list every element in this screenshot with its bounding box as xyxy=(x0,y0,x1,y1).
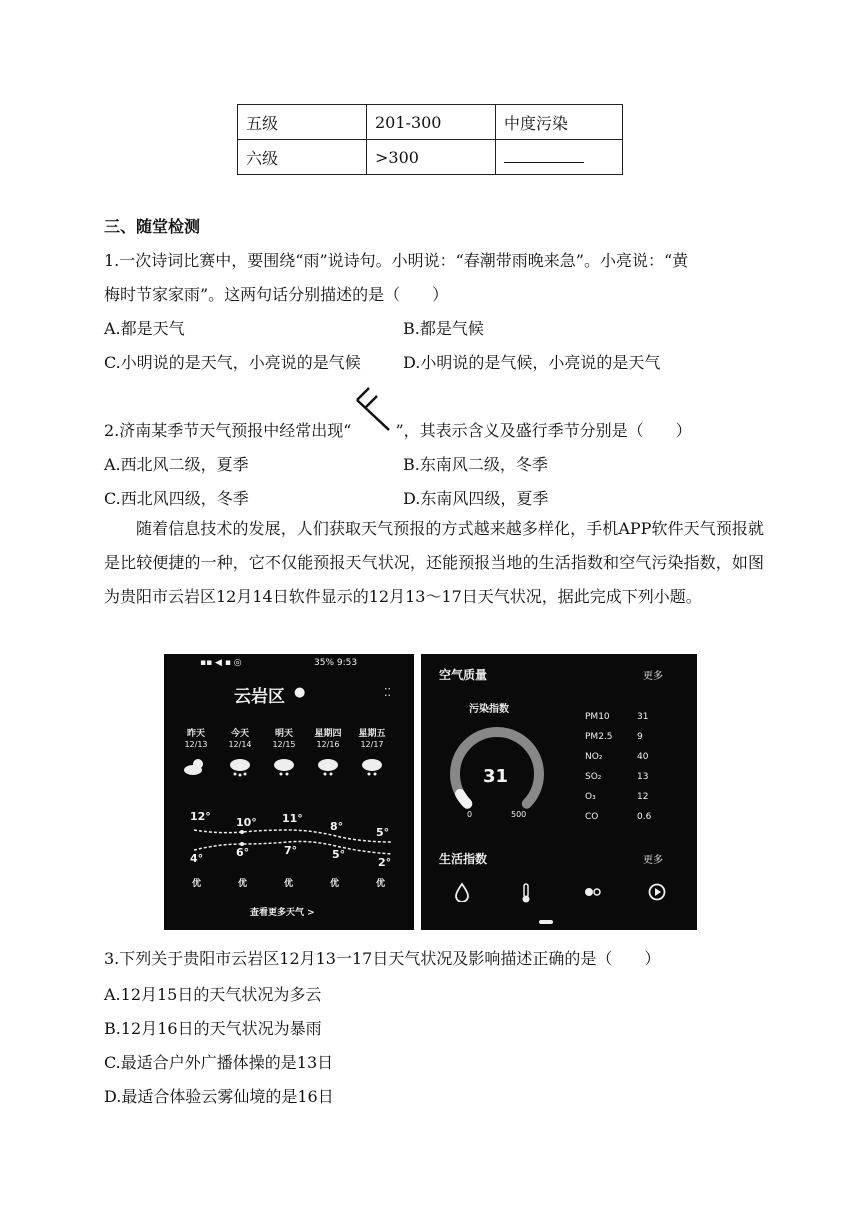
label-blank-cell xyxy=(496,140,623,175)
pollutant-value: 0.6 xyxy=(637,812,652,822)
air-quality-screenshot xyxy=(421,654,697,930)
q3-option-a: A.12月15日的天气状况为多云 xyxy=(104,985,322,1004)
high-temp: 12° xyxy=(190,810,211,823)
location-pin-icon: ● xyxy=(294,685,306,700)
q1-option-a: A.都是天气 xyxy=(104,319,185,338)
high-temp: 5° xyxy=(376,826,390,839)
level-cell: 六级 xyxy=(238,140,367,175)
q1-stem-line1: 1.一次诗词比赛中，要围绕“雨”说诗句。小明说：“春潮带雨晚来急”。小亮说：“黄 xyxy=(104,251,689,270)
q2-option-d: D.东南风四级，夏季 xyxy=(403,489,549,508)
q2-option-b: B.东南风二级，冬季 xyxy=(403,455,548,474)
q2-option-c: C.西北风四级，冬季 xyxy=(104,489,249,508)
q3-option-d: D.最适合体验云雾仙境的是16日 xyxy=(104,1087,334,1106)
day-date: 12/13 xyxy=(184,740,208,749)
answer-blank xyxy=(504,148,584,163)
status-bar-right: 35% 9:53 xyxy=(314,658,358,668)
status-icons-left: ▪▪ ◀ ▪ ◎ xyxy=(200,658,242,668)
pollutant-name: CO xyxy=(585,812,599,822)
pollutant-value: 12 xyxy=(637,792,649,802)
table-row xyxy=(238,140,623,175)
day-name: 昨天 xyxy=(186,729,205,739)
pollutant-name: SO₂ xyxy=(585,772,602,782)
page-indicator xyxy=(539,920,553,924)
life-index-title: 生活指数 xyxy=(439,852,488,866)
car-wash-icon[interactable] xyxy=(583,884,603,900)
day-name: 明天 xyxy=(274,729,293,739)
weather-app-screenshot xyxy=(164,654,414,930)
play-circle-icon[interactable] xyxy=(647,882,667,902)
table-row xyxy=(238,105,623,140)
q1-option-b: B.都是气候 xyxy=(403,319,484,338)
low-temp: 5° xyxy=(332,848,346,861)
section-title: 三、随堂检测 xyxy=(104,217,201,236)
range-cell: >300 xyxy=(367,140,496,175)
thermometer-icon[interactable] xyxy=(519,882,533,904)
q1-option-d: D.小明说的是气候，小亮说的是天气 xyxy=(403,353,661,372)
high-temp: 10° xyxy=(236,816,257,829)
air-quality-more-link[interactable]: 更多 xyxy=(643,671,663,682)
day-name: 星期四 xyxy=(314,729,342,739)
q3-option-c: C.最适合户外广播体操的是13日 xyxy=(104,1053,334,1072)
more-weather-link[interactable]: 查看更多天气 > xyxy=(250,908,315,918)
aqi-level: 优 xyxy=(330,879,340,889)
grid-menu-icon[interactable]: ⁚⁚ xyxy=(384,686,391,699)
aqi-level: 优 xyxy=(238,879,248,889)
life-index-more-link[interactable]: 更多 xyxy=(643,855,663,866)
q3-option-b: B.12月16日的天气状况为暴雨 xyxy=(104,1019,322,1038)
high-temp: 11° xyxy=(282,812,303,825)
pollutant-name: O₃ xyxy=(585,792,596,802)
low-temp: 7° xyxy=(284,844,298,857)
air-quality-title: 空气质量 xyxy=(439,668,488,682)
pollutant-name: PM10 xyxy=(585,712,610,722)
q2-stem-after: ”，其表示含义及盛行季节分别是（ ） xyxy=(395,421,692,440)
cloud-rain-icon xyxy=(226,756,254,778)
day-date: 12/14 xyxy=(228,740,252,749)
q2-stem xyxy=(104,416,692,441)
low-temp: 6° xyxy=(236,846,250,859)
label-cell: 中度污染 xyxy=(496,105,623,140)
sun-cloud-icon xyxy=(182,756,210,778)
air-quality-table xyxy=(237,104,623,175)
range-cell: 201-300 xyxy=(367,105,496,140)
gauge-max: 500 xyxy=(511,810,527,819)
cloud-rain-icon xyxy=(314,756,342,778)
aqi-level: 优 xyxy=(284,879,294,889)
pollutant-name: NO₂ xyxy=(585,752,603,762)
humidity-drop-icon[interactable] xyxy=(453,882,471,902)
gauge-value: 31 xyxy=(483,766,509,787)
high-temp: 8° xyxy=(330,820,344,833)
day-date: 12/16 xyxy=(316,740,340,749)
pollutant-value: 9 xyxy=(637,732,643,742)
pollution-index-label: 污染指数 xyxy=(469,704,509,715)
passage-text: 随着信息技术的发展，人们获取天气预报的方式越来越多样化，手机APP软件天气预报就是比较便捷的一种，它不仅能预报天气状况，还能预报当地的生活指数和空气污染指数，如图为贵阳市云岩区12月14日软件显示的12月13～17日天气状况，据此完成下列小题。 xyxy=(104,519,764,606)
low-temp: 4° xyxy=(190,852,204,865)
gauge-min: 0 xyxy=(467,810,473,819)
q1-option-c: C.小明说的是天气，小亮说的是气候 xyxy=(104,353,361,372)
q2-option-a: A.西北风二级，夏季 xyxy=(104,455,249,474)
aqi-level: 优 xyxy=(192,879,202,889)
day-date: 12/17 xyxy=(360,740,384,749)
low-temp: 2° xyxy=(378,856,392,869)
q2-stem-before: 2.济南某季节天气预报中经常出现“ xyxy=(104,421,352,440)
day-date: 12/15 xyxy=(272,740,296,749)
q1-stem-line2: 梅时节家家雨”。这两句话分别描述的是（ ） xyxy=(104,285,449,304)
city-name: 云岩区 xyxy=(234,687,285,707)
wind-symbol-icon xyxy=(351,416,395,436)
cloud-rain-icon xyxy=(358,756,386,778)
pollutant-name: PM2.5 xyxy=(585,732,613,742)
level-cell: 五级 xyxy=(238,105,367,140)
cloud-rain-icon xyxy=(270,756,298,778)
gauge-fill xyxy=(460,794,467,804)
q3-stem: 3.下列关于贵阳市云岩区12月13一17日天气状况及影响描述正确的是（ ） xyxy=(104,949,661,968)
day-name: 今天 xyxy=(230,729,249,739)
day-name: 星期五 xyxy=(358,729,386,739)
pollutant-value: 13 xyxy=(637,772,649,782)
aqi-level: 优 xyxy=(376,879,386,889)
pollutant-value: 40 xyxy=(637,752,649,762)
pollutant-value: 31 xyxy=(637,712,649,722)
